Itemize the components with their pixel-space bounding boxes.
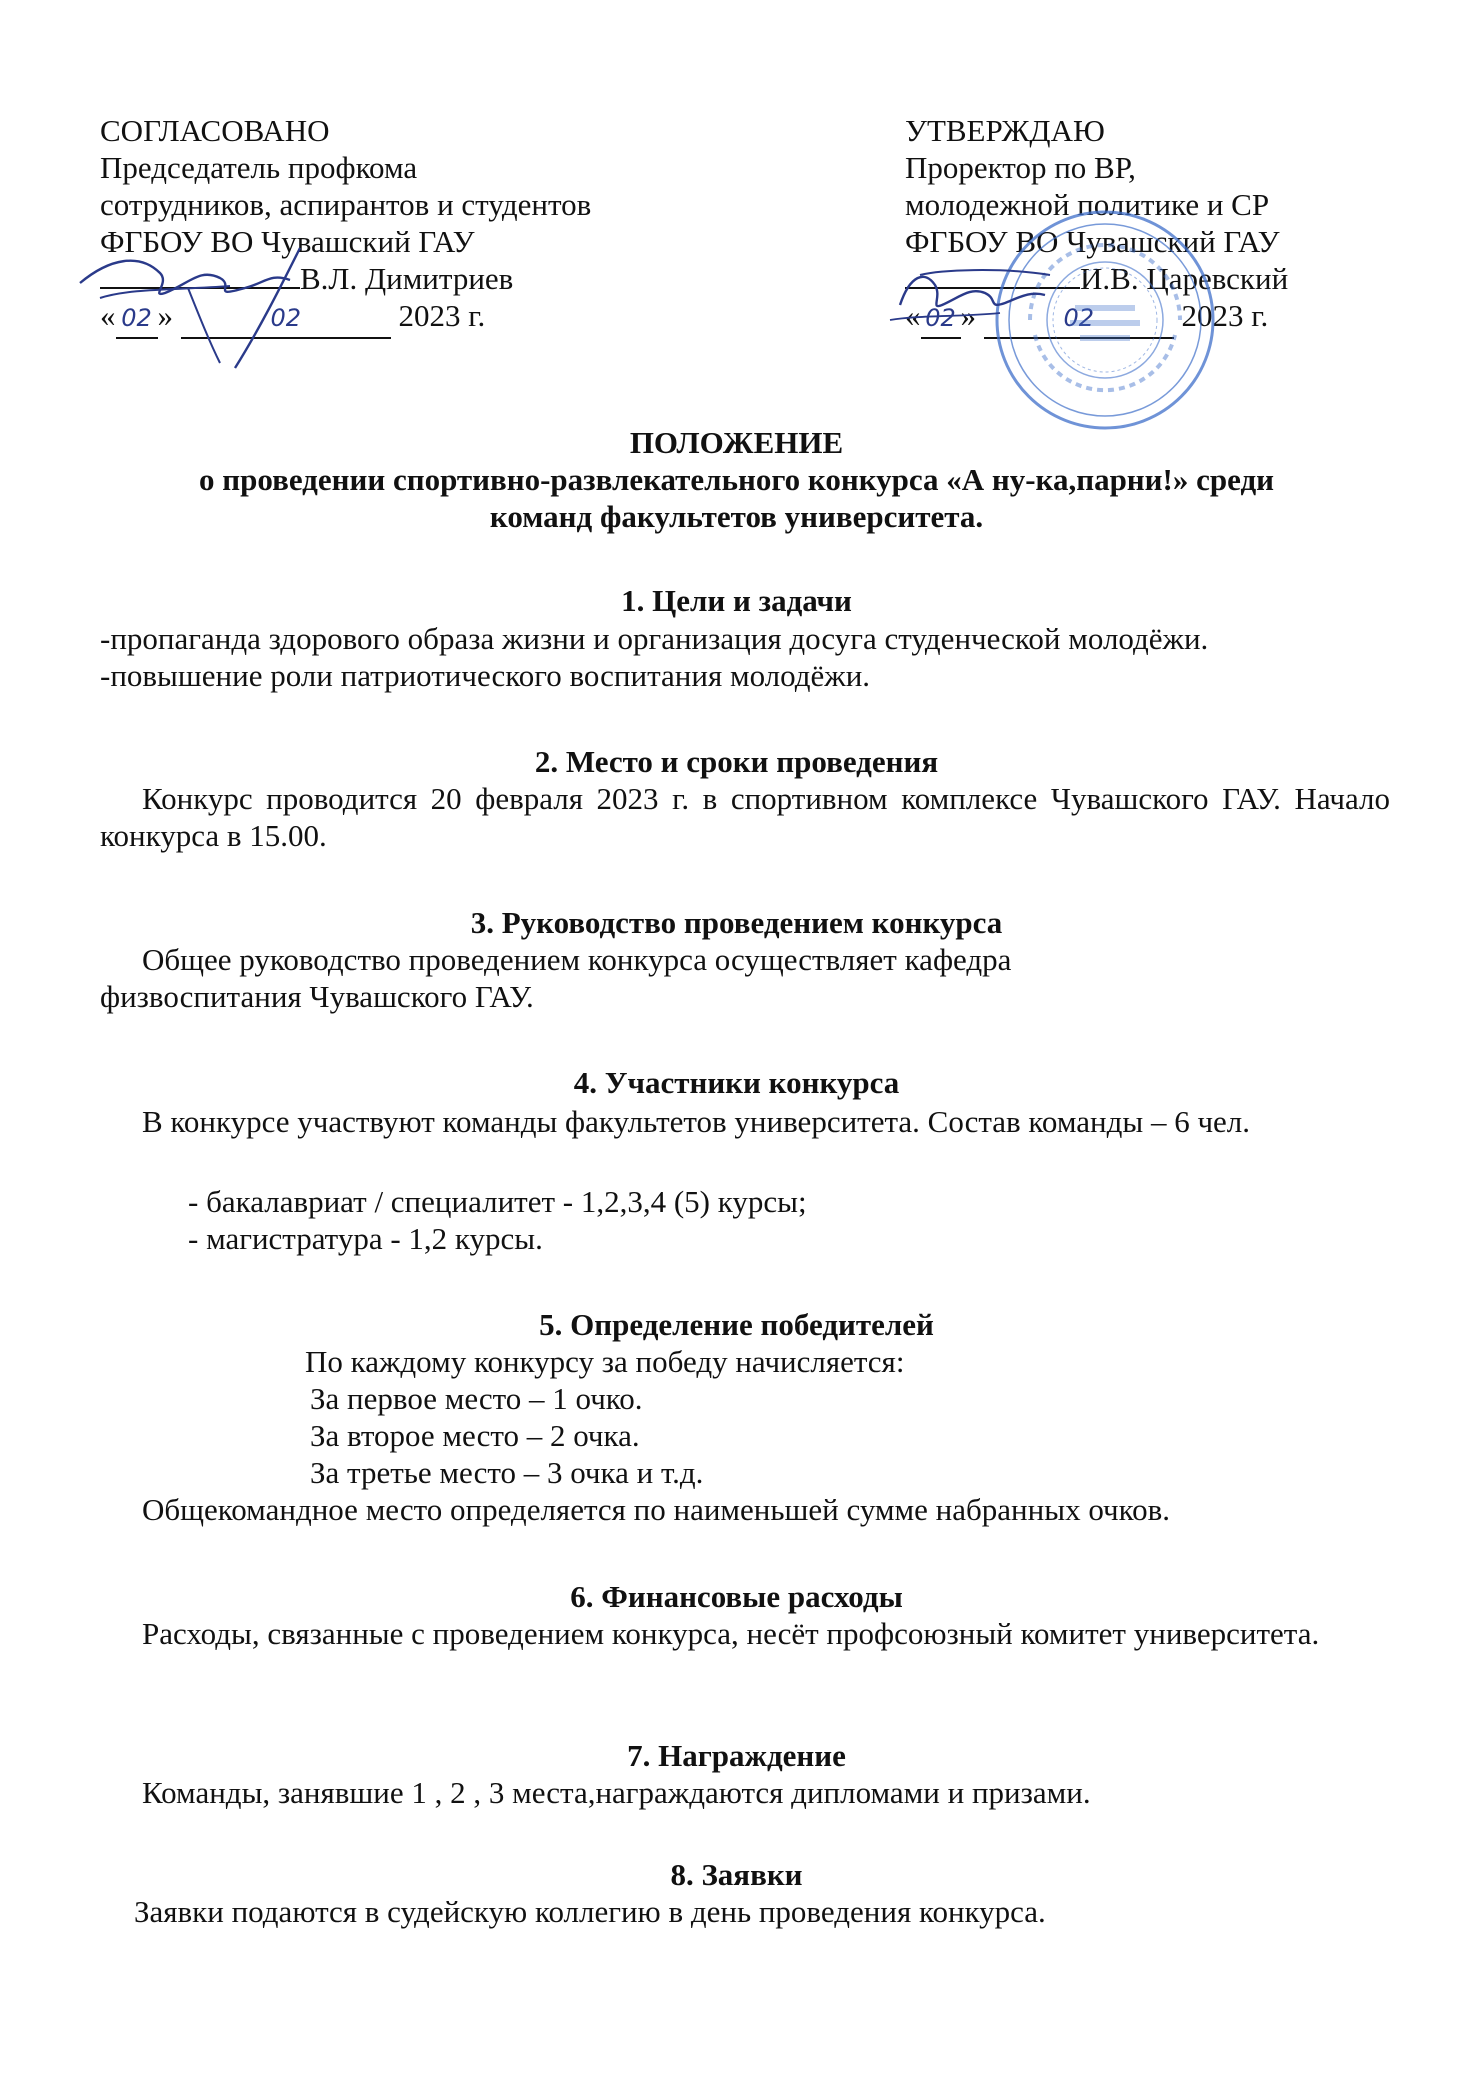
document-title-line1: ПОЛОЖЕНИЕ bbox=[629, 425, 844, 460]
section-5-item-2: За второе место – 2 очка. bbox=[310, 1418, 640, 1453]
section-5-item-3: За третье место – 3 очка и т.д. bbox=[310, 1455, 704, 1490]
approval-left-heading: СОГЛАСОВАНО bbox=[100, 113, 330, 148]
approval-left-date-row: « 02 » 02 2023 г. bbox=[100, 297, 700, 334]
section-7-paragraph: Команды, занявшие 1 , 2 , 3 места,награждаются дипломами и призами. bbox=[142, 1775, 1091, 1810]
approval-right-date-day: 02 bbox=[921, 300, 961, 339]
section-8-heading: 8. Заявки bbox=[670, 1857, 803, 1892]
approval-right-signatory: И.В. Царевский bbox=[1080, 261, 1289, 296]
section-2-heading: 2. Место и сроки проведения bbox=[534, 744, 939, 779]
signature-right-image bbox=[880, 245, 1080, 355]
section-6-heading: 6. Финансовые расходы bbox=[570, 1579, 903, 1614]
section-5-intro: По каждому конкурсу за победу начисляется: bbox=[305, 1344, 905, 1379]
document-title-line3: команд факультетов университета. bbox=[489, 499, 984, 534]
section-8-paragraph: Заявки подаются в судейскую коллегию в день проведения конкурса. bbox=[134, 1894, 1046, 1929]
approval-left-date-month: 02 bbox=[181, 300, 391, 339]
approval-right-date-row: « 02 » 02 2023 г. bbox=[905, 297, 1385, 334]
section-3-paragraph-line2: физвоспитания Чувашского ГАУ. bbox=[100, 979, 534, 1014]
document-title bbox=[80, 424, 1393, 535]
section-4-item-1: - бакалавриат / специалитет - 1,2,3,4 (5) курсы; bbox=[188, 1184, 807, 1219]
approval-right-date-month: 02 bbox=[984, 300, 1174, 339]
approval-right-heading: УТВЕРЖДАЮ bbox=[905, 113, 1105, 148]
section-1-heading: 1. Цели и задачи bbox=[621, 583, 852, 618]
section-4-item-2: - магистратура - 1,2 курсы. bbox=[188, 1221, 543, 1256]
approval-left-line1: Председатель профкома bbox=[100, 150, 418, 185]
approval-left-date-day: 02 bbox=[116, 300, 158, 339]
section-3-heading: 3. Руководство проведением конкурса bbox=[470, 905, 1003, 940]
approval-right-date-year: 2023 г. bbox=[1181, 298, 1269, 333]
section-5-item-1: За первое место – 1 очко. bbox=[310, 1381, 643, 1416]
section-4-heading: 4. Участники конкурса bbox=[573, 1065, 900, 1100]
approval-left-line2: сотрудников, аспирантов и студентов bbox=[100, 187, 592, 222]
section-1-item-2: -повышение роли патриотического воспитания молодёжи. bbox=[100, 658, 871, 693]
approval-left-date-year: 2023 г. bbox=[398, 298, 486, 333]
section-1-item-1: -пропаганда здорового образа жизни и организация досуга студенческой молодёжи. bbox=[100, 621, 1209, 656]
signature-left-image bbox=[70, 228, 340, 378]
section-6-paragraph: Расходы, связанные с проведением конкурса, несёт профсоюзный комитет университета. bbox=[142, 1616, 1320, 1651]
section-5-paragraph: Общекомандное место определяется по наименьшей сумме набранных очков. bbox=[142, 1492, 1170, 1527]
approval-right-line3: ФГБОУ ВО Чувашский ГАУ bbox=[905, 224, 1280, 259]
section-5-heading: 5. Определение победителей bbox=[539, 1307, 934, 1342]
section-7-heading: 7. Награждение bbox=[627, 1738, 846, 1773]
approval-right-line2: молодежной политике и СР bbox=[905, 187, 1270, 222]
document-title-line2: о проведении спортивно-развлекательного конкурса «А ну-ка,парни!» среди bbox=[199, 462, 1274, 497]
approval-right-line1: Проректор по ВР, bbox=[905, 150, 1136, 185]
section-3-paragraph-line1: Общее руководство проведением конкурса осуществляет кафедра bbox=[142, 942, 1012, 977]
approval-left-signatory: В.Л. Димитриев bbox=[300, 261, 514, 296]
section-4-paragraph: В конкурсе участвуют команды факультетов университета. Состав команды – 6 чел. bbox=[142, 1104, 1251, 1139]
section-2-paragraph: Конкурс проводится 20 февраля 2023 г. в спортивном комплексе Чувашского ГАУ. Начало конкурса в 15.00. bbox=[100, 781, 1390, 853]
approval-left-line3: ФГБОУ ВО Чувашский ГАУ bbox=[100, 224, 475, 259]
